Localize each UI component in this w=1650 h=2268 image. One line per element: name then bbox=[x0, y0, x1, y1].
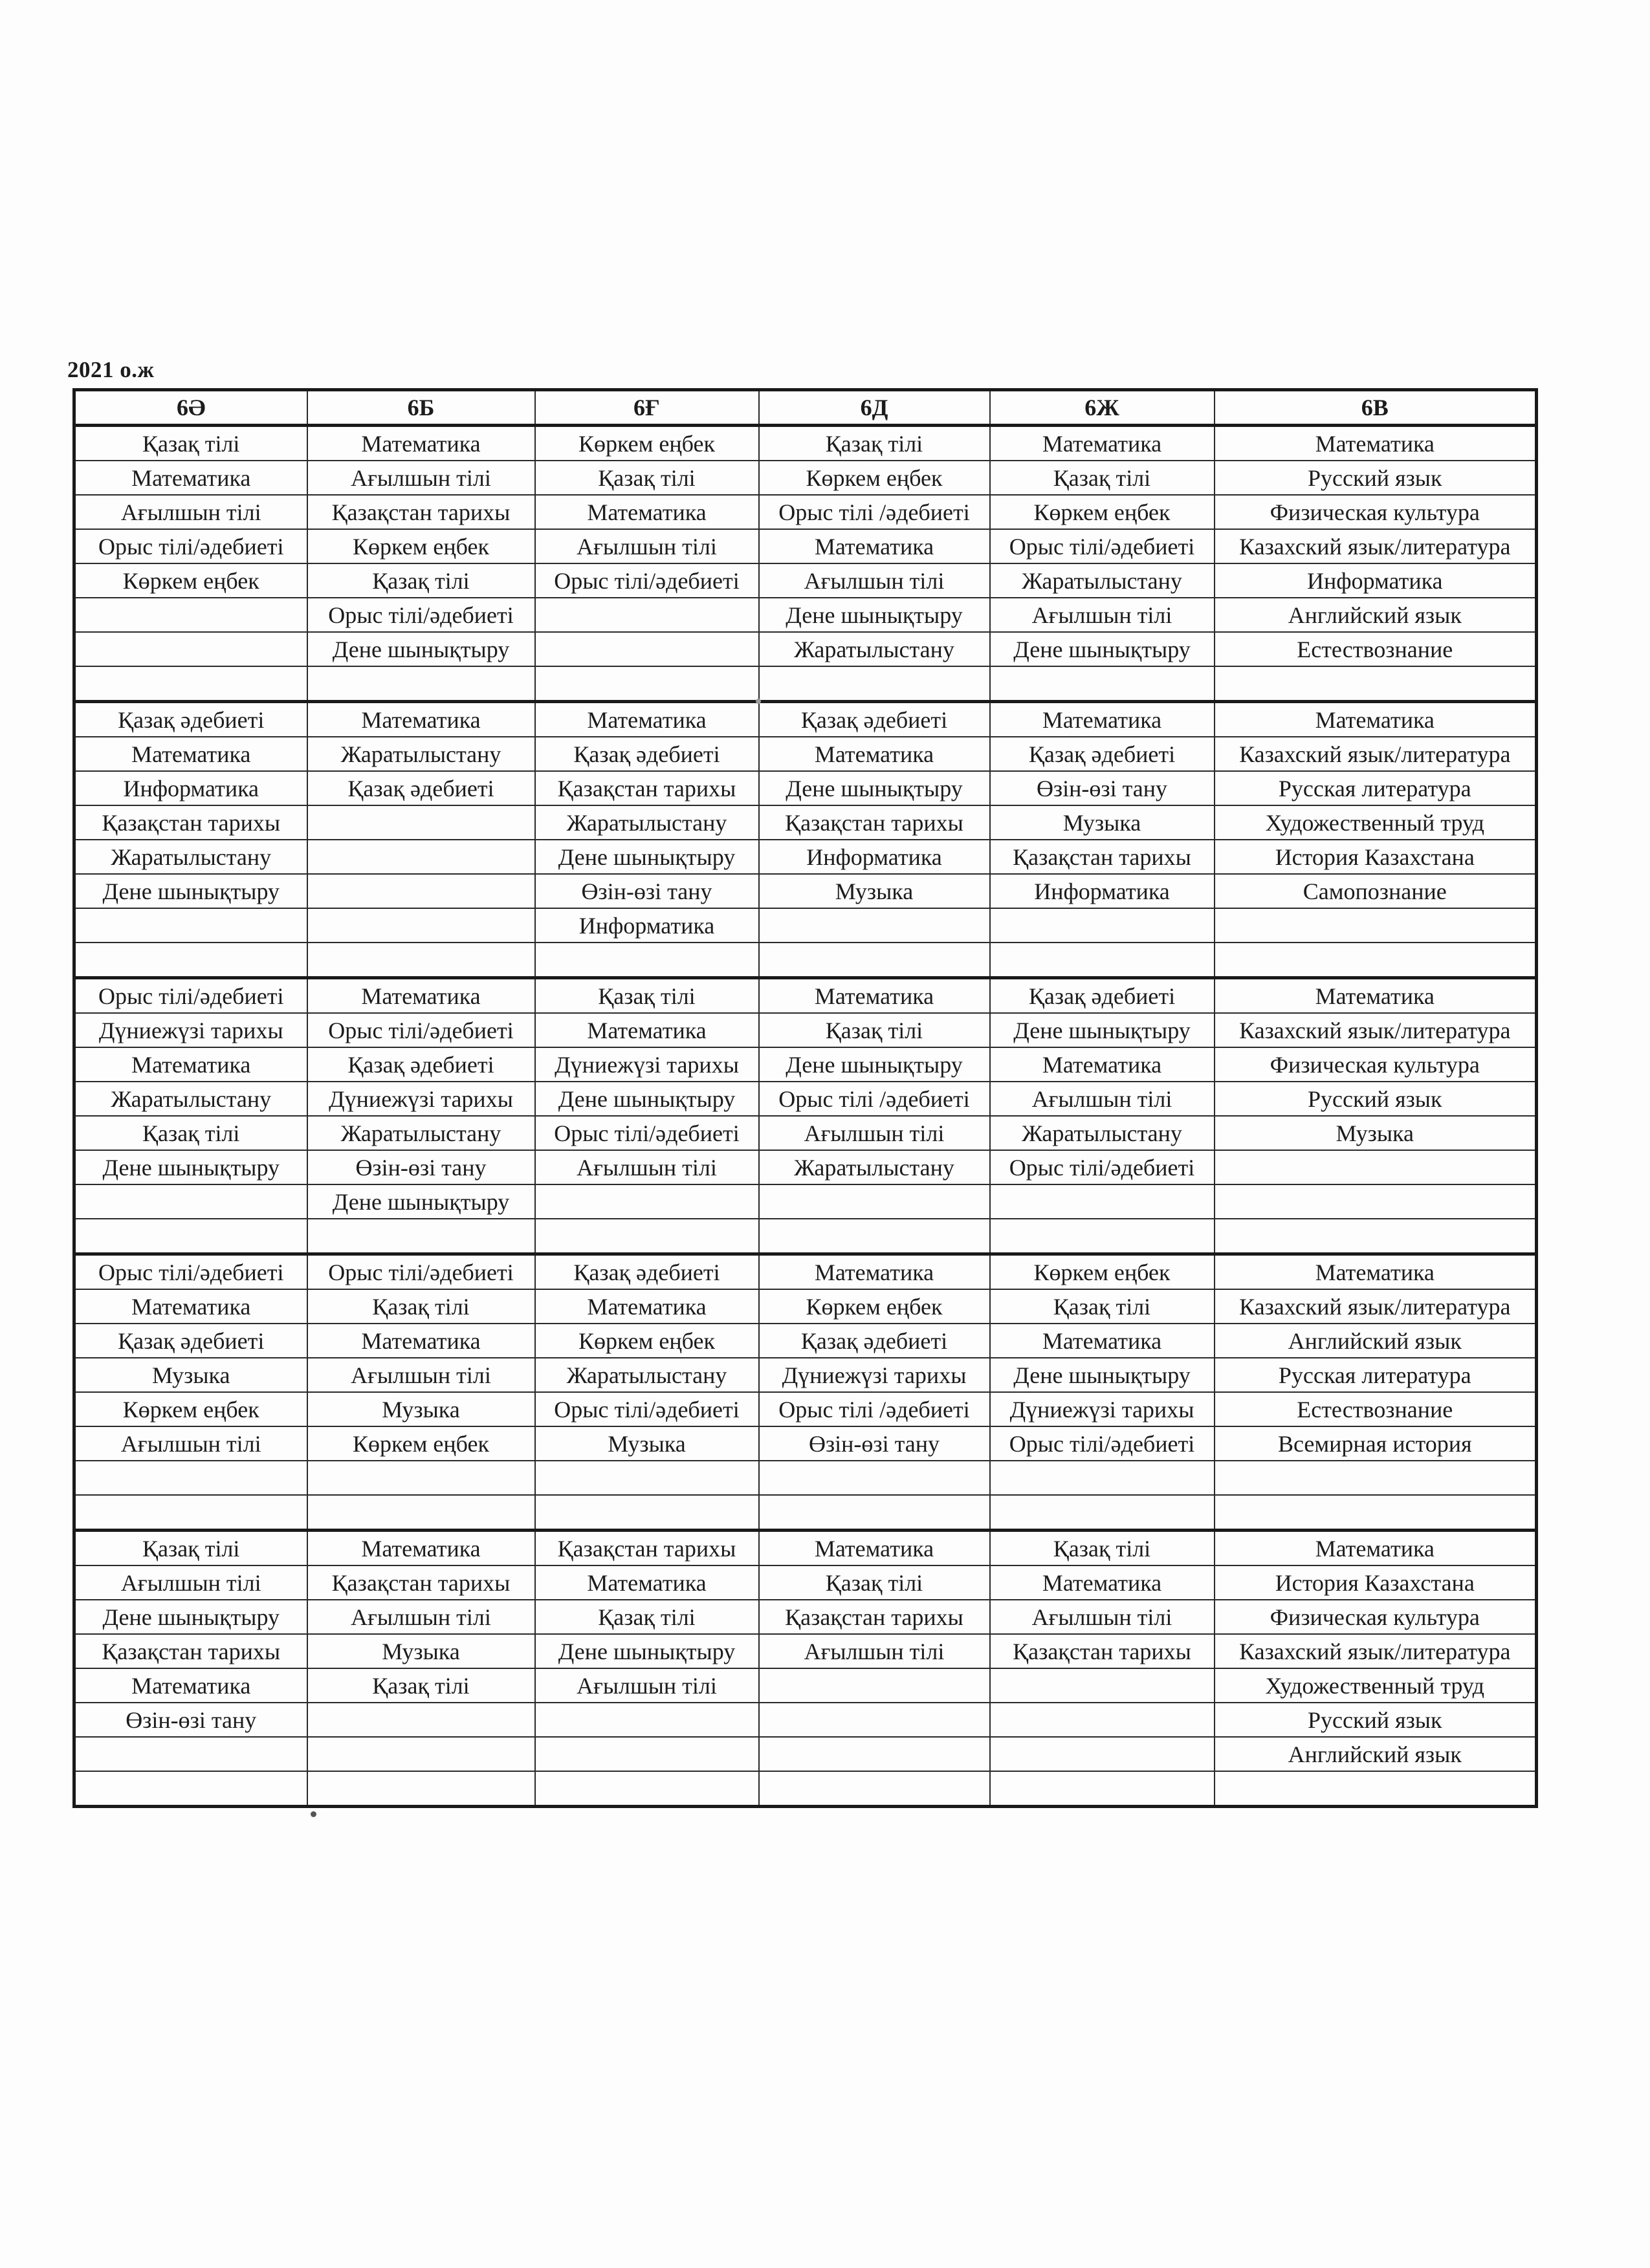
lesson-cell bbox=[307, 1219, 535, 1254]
lesson-cell: Физическая культура bbox=[1215, 1047, 1537, 1082]
lesson-cell: Қазақ тілі bbox=[990, 1531, 1215, 1566]
lesson-cell: Дүниежүзі тарихы bbox=[990, 1392, 1215, 1426]
lesson-cell: Қазақстан тарихы bbox=[990, 1634, 1215, 1668]
lesson-cell: Жаратылыстану bbox=[74, 840, 307, 874]
lesson-cell: Математика bbox=[74, 1047, 307, 1082]
schedule-table bbox=[72, 388, 1538, 1808]
lesson-cell bbox=[535, 1703, 759, 1737]
lesson-cell: Дене шынықтыру bbox=[990, 1358, 1215, 1392]
lesson-cell: Орыс тілі/әдебиеті bbox=[74, 529, 307, 563]
lesson-cell: Ағылшын тілі bbox=[535, 529, 759, 563]
lesson-cell bbox=[74, 1771, 307, 1807]
lesson-cell: Всемирная история bbox=[1215, 1426, 1537, 1461]
lesson-cell: Английский язык bbox=[1215, 1737, 1537, 1771]
lesson-cell: Дүниежүзі тарихы bbox=[759, 1358, 990, 1392]
lesson-cell: Қазақ әдебиеті bbox=[759, 702, 990, 737]
lesson-cell: Информатика bbox=[74, 771, 307, 805]
lesson-cell: Көркем еңбек bbox=[74, 1392, 307, 1426]
lesson-cell: Математика bbox=[307, 702, 535, 737]
lesson-cell: Қазақ тілі bbox=[759, 426, 990, 461]
lesson-cell: Русский язык bbox=[1215, 1703, 1537, 1737]
schedule-row bbox=[74, 1184, 1537, 1219]
lesson-cell: Қазақ тілі bbox=[990, 1289, 1215, 1324]
lesson-cell: Қазақстан тарихы bbox=[535, 1531, 759, 1566]
lesson-cell: Музыка bbox=[759, 874, 990, 908]
lesson-cell: Өзін-өзі тану bbox=[759, 1426, 990, 1461]
lesson-cell: Жаратылыстану bbox=[759, 1150, 990, 1184]
schedule-row bbox=[74, 1771, 1537, 1807]
lesson-cell: Математика bbox=[307, 1324, 535, 1358]
lesson-cell: Қазақ тілі bbox=[307, 1289, 535, 1324]
lesson-cell: Английский язык bbox=[1215, 1324, 1537, 1358]
lesson-cell: Жаратылыстану bbox=[990, 1116, 1215, 1150]
lesson-cell: Информатика bbox=[535, 908, 759, 943]
class-header: 6В bbox=[1215, 390, 1537, 426]
lesson-cell bbox=[759, 1184, 990, 1219]
lesson-cell: Ағылшын тілі bbox=[535, 1150, 759, 1184]
lesson-cell bbox=[1215, 1184, 1537, 1219]
lesson-cell bbox=[307, 666, 535, 702]
lesson-cell bbox=[990, 908, 1215, 943]
lesson-cell: Қазақ әдебиеті bbox=[307, 1047, 535, 1082]
lesson-cell: Дене шынықтыру bbox=[307, 1184, 535, 1219]
lesson-cell bbox=[990, 1461, 1215, 1495]
lesson-cell: Математика bbox=[74, 737, 307, 771]
schedule-row bbox=[74, 943, 1537, 978]
schedule-row bbox=[74, 737, 1537, 771]
lesson-cell: Орыс тілі/әдебиеті bbox=[307, 1254, 535, 1290]
document-title: 2021 о.ж bbox=[67, 357, 155, 382]
lesson-cell: Өзін-өзі тану bbox=[307, 1150, 535, 1184]
lesson-cell: Қазақ тілі bbox=[74, 426, 307, 461]
lesson-cell bbox=[74, 943, 307, 978]
lesson-cell: Орыс тілі/әдебиеті bbox=[535, 1116, 759, 1150]
lesson-cell: Информатика bbox=[759, 840, 990, 874]
lesson-cell: Ағылшын тілі bbox=[759, 1116, 990, 1150]
lesson-cell: Жаратылыстану bbox=[307, 1116, 535, 1150]
lesson-cell: Информатика bbox=[1215, 563, 1537, 598]
lesson-cell bbox=[74, 1184, 307, 1219]
lesson-cell: Дене шынықтыру bbox=[74, 874, 307, 908]
lesson-cell: Қазақ тілі bbox=[74, 1531, 307, 1566]
schedule-row bbox=[74, 461, 1537, 495]
lesson-cell: Көркем еңбек bbox=[307, 529, 535, 563]
lesson-cell: Ағылшын тілі bbox=[990, 1600, 1215, 1634]
lesson-cell bbox=[307, 805, 535, 840]
class-header: 6Д bbox=[759, 390, 990, 426]
lesson-cell bbox=[1215, 943, 1537, 978]
lesson-cell bbox=[759, 1771, 990, 1807]
lesson-cell: Қазақстан тарихы bbox=[74, 1634, 307, 1668]
lesson-cell: Көркем еңбек bbox=[990, 1254, 1215, 1290]
lesson-cell: Қазақ әдебиеті bbox=[74, 1324, 307, 1358]
lesson-cell: Математика bbox=[990, 702, 1215, 737]
lesson-cell bbox=[990, 1184, 1215, 1219]
lesson-cell: Музыка bbox=[307, 1392, 535, 1426]
lesson-cell bbox=[990, 666, 1215, 702]
lesson-cell bbox=[759, 1737, 990, 1771]
lesson-cell: Казахский язык/литература bbox=[1215, 737, 1537, 771]
lesson-cell: Музыка bbox=[307, 1634, 535, 1668]
lesson-cell bbox=[535, 1495, 759, 1531]
lesson-cell: Қазақстан тарихы bbox=[307, 1565, 535, 1600]
schedule-row bbox=[74, 1082, 1537, 1116]
lesson-cell: Орыс тілі/әдебиеті bbox=[990, 1426, 1215, 1461]
lesson-cell: Ағылшын тілі bbox=[74, 1426, 307, 1461]
lesson-cell: Қазақ әдебиеті bbox=[990, 978, 1215, 1014]
lesson-cell: Қазақстан тарихы bbox=[535, 771, 759, 805]
schedule-row bbox=[74, 632, 1537, 666]
lesson-cell bbox=[759, 1495, 990, 1531]
lesson-cell bbox=[307, 943, 535, 978]
header-row bbox=[74, 390, 1537, 426]
schedule-row bbox=[74, 1565, 1537, 1600]
schedule-row bbox=[74, 1254, 1537, 1290]
schedule-row bbox=[74, 908, 1537, 943]
lesson-cell bbox=[535, 598, 759, 632]
lesson-cell: Математика bbox=[535, 1565, 759, 1600]
lesson-cell: Көркем еңбек bbox=[74, 563, 307, 598]
lesson-cell: Көркем еңбек bbox=[535, 1324, 759, 1358]
lesson-cell bbox=[535, 1461, 759, 1495]
lesson-cell: Қазақ тілі bbox=[74, 1116, 307, 1150]
lesson-cell: Дене шынықтыру bbox=[535, 1634, 759, 1668]
lesson-cell bbox=[759, 908, 990, 943]
lesson-cell: Математика bbox=[759, 529, 990, 563]
schedule-row bbox=[74, 1668, 1537, 1703]
lesson-cell bbox=[74, 1737, 307, 1771]
lesson-cell bbox=[535, 1219, 759, 1254]
lesson-cell: Орыс тілі/әдебиеті bbox=[535, 563, 759, 598]
schedule-row bbox=[74, 1324, 1537, 1358]
lesson-cell: Қазақ әдебиеті bbox=[759, 1324, 990, 1358]
lesson-cell: Жаратылыстану bbox=[307, 737, 535, 771]
lesson-cell bbox=[759, 1703, 990, 1737]
lesson-cell: Дене шынықтыру bbox=[74, 1150, 307, 1184]
lesson-cell bbox=[990, 943, 1215, 978]
schedule-row bbox=[74, 426, 1537, 461]
lesson-cell bbox=[307, 1703, 535, 1737]
lesson-cell: Қазақстан тарихы bbox=[759, 805, 990, 840]
lesson-cell bbox=[307, 1461, 535, 1495]
schedule-row bbox=[74, 1600, 1537, 1634]
lesson-cell bbox=[1215, 1150, 1537, 1184]
schedule-row bbox=[74, 1392, 1537, 1426]
lesson-cell bbox=[74, 598, 307, 632]
class-header: 6Ж bbox=[990, 390, 1215, 426]
lesson-cell: Көркем еңбек bbox=[307, 1426, 535, 1461]
lesson-cell: Ағылшын тілі bbox=[759, 1634, 990, 1668]
lesson-cell: Музыка bbox=[535, 1426, 759, 1461]
lesson-cell: Орыс тілі/әдебиеті bbox=[307, 598, 535, 632]
lesson-cell bbox=[74, 908, 307, 943]
lesson-cell bbox=[535, 1184, 759, 1219]
lesson-cell bbox=[759, 1219, 990, 1254]
class-header: 6Ә bbox=[74, 390, 307, 426]
lesson-cell: Математика bbox=[307, 426, 535, 461]
lesson-cell: Көркем еңбек bbox=[759, 1289, 990, 1324]
lesson-cell: Казахский язык/литература bbox=[1215, 1013, 1537, 1047]
schedule-row bbox=[74, 1219, 1537, 1254]
lesson-cell: Ағылшын тілі bbox=[990, 598, 1215, 632]
lesson-cell bbox=[74, 666, 307, 702]
lesson-cell bbox=[74, 1495, 307, 1531]
lesson-cell bbox=[74, 632, 307, 666]
lesson-cell bbox=[990, 1219, 1215, 1254]
lesson-cell: Дене шынықтыру bbox=[759, 598, 990, 632]
lesson-cell: Математика bbox=[759, 737, 990, 771]
lesson-cell bbox=[990, 1771, 1215, 1807]
lesson-cell: Қазақ тілі bbox=[535, 1600, 759, 1634]
schedule-row bbox=[74, 978, 1537, 1014]
lesson-cell bbox=[1215, 908, 1537, 943]
lesson-cell: Көркем еңбек bbox=[535, 426, 759, 461]
lesson-cell bbox=[1215, 1771, 1537, 1807]
schedule-row bbox=[74, 1116, 1537, 1150]
lesson-cell: Орыс тілі /әдебиеті bbox=[759, 495, 990, 529]
lesson-cell: Математика bbox=[74, 1289, 307, 1324]
schedule-row bbox=[74, 495, 1537, 529]
lesson-cell bbox=[759, 943, 990, 978]
lesson-cell: Русская литература bbox=[1215, 771, 1537, 805]
lesson-cell: Английский язык bbox=[1215, 598, 1537, 632]
lesson-cell: Дене шынықтыру bbox=[759, 771, 990, 805]
schedule-row bbox=[74, 1013, 1537, 1047]
schedule-row bbox=[74, 598, 1537, 632]
lesson-cell: Математика bbox=[535, 1289, 759, 1324]
lesson-cell: Математика bbox=[990, 426, 1215, 461]
lesson-cell: Дүниежүзі тарихы bbox=[307, 1082, 535, 1116]
lesson-cell bbox=[74, 1461, 307, 1495]
lesson-cell: Ағылшын тілі bbox=[307, 461, 535, 495]
lesson-cell: Дене шынықтыру bbox=[535, 1082, 759, 1116]
lesson-cell: Физическая культура bbox=[1215, 495, 1537, 529]
lesson-cell bbox=[307, 840, 535, 874]
lesson-cell: Орыс тілі /әдебиеті bbox=[759, 1392, 990, 1426]
lesson-cell: Казахский язык/литература bbox=[1215, 529, 1537, 563]
lesson-cell: Қазақстан тарихы bbox=[307, 495, 535, 529]
lesson-cell: Қазақ әдебиеті bbox=[74, 702, 307, 737]
lesson-cell: Ағылшын тілі bbox=[990, 1082, 1215, 1116]
lesson-cell: Орыс тілі/әдебиеті bbox=[990, 1150, 1215, 1184]
lesson-cell: Физическая культура bbox=[1215, 1600, 1537, 1634]
lesson-cell: История Казахстана bbox=[1215, 840, 1537, 874]
lesson-cell: Математика bbox=[1215, 1531, 1537, 1566]
lesson-cell: Дене шынықтыру bbox=[990, 1013, 1215, 1047]
scan-speck bbox=[311, 1811, 316, 1817]
lesson-cell: Өзін-өзі тану bbox=[990, 771, 1215, 805]
schedule-row bbox=[74, 1634, 1537, 1668]
schedule-row bbox=[74, 666, 1537, 702]
lesson-cell bbox=[307, 874, 535, 908]
lesson-cell bbox=[1215, 1461, 1537, 1495]
lesson-cell: Орыс тілі /әдебиеті bbox=[759, 1082, 990, 1116]
lesson-cell: Қазақ тілі bbox=[535, 978, 759, 1014]
lesson-cell: Қазақ әдебиеті bbox=[990, 737, 1215, 771]
class-header: 6Ғ bbox=[535, 390, 759, 426]
lesson-cell: Қазақ тілі bbox=[759, 1565, 990, 1600]
lesson-cell bbox=[990, 1703, 1215, 1737]
lesson-cell: История Казахстана bbox=[1215, 1565, 1537, 1600]
lesson-cell: Қазақ тілі bbox=[307, 563, 535, 598]
lesson-cell: Дүниежүзі тарихы bbox=[74, 1013, 307, 1047]
lesson-cell: Математика bbox=[990, 1047, 1215, 1082]
schedule-row bbox=[74, 1737, 1537, 1771]
scan-speck bbox=[756, 699, 761, 704]
lesson-cell: Казахский язык/литература bbox=[1215, 1289, 1537, 1324]
lesson-cell: Өзін-өзі тану bbox=[74, 1703, 307, 1737]
lesson-cell: Математика bbox=[1215, 426, 1537, 461]
schedule-row bbox=[74, 1047, 1537, 1082]
lesson-cell: Дене шынықтыру bbox=[759, 1047, 990, 1082]
lesson-cell: Ағылшын тілі bbox=[759, 563, 990, 598]
lesson-cell: Математика bbox=[990, 1565, 1215, 1600]
schedule-row bbox=[74, 771, 1537, 805]
lesson-cell: Математика bbox=[759, 1531, 990, 1566]
lesson-cell: Музыка bbox=[990, 805, 1215, 840]
lesson-cell bbox=[307, 1495, 535, 1531]
lesson-cell: Математика bbox=[1215, 978, 1537, 1014]
schedule-row bbox=[74, 874, 1537, 908]
class-header: 6Б bbox=[307, 390, 535, 426]
lesson-cell: Математика bbox=[990, 1324, 1215, 1358]
lesson-cell: Математика bbox=[535, 702, 759, 737]
lesson-cell: Орыс тілі/әдебиеті bbox=[307, 1013, 535, 1047]
lesson-cell: Қазақ тілі bbox=[990, 461, 1215, 495]
lesson-cell: Математика bbox=[74, 1668, 307, 1703]
lesson-cell: Русский язык bbox=[1215, 1082, 1537, 1116]
lesson-cell: Ағылшын тілі bbox=[535, 1668, 759, 1703]
lesson-cell: Казахский язык/литература bbox=[1215, 1634, 1537, 1668]
lesson-cell: Математика bbox=[1215, 1254, 1537, 1290]
lesson-cell bbox=[307, 1771, 535, 1807]
lesson-cell: Дене шынықтыру bbox=[535, 840, 759, 874]
lesson-cell: Орыс тілі/әдебиеті bbox=[990, 529, 1215, 563]
lesson-cell bbox=[1215, 666, 1537, 702]
lesson-cell bbox=[990, 1737, 1215, 1771]
lesson-cell bbox=[1215, 1495, 1537, 1531]
lesson-cell: Жаратылыстану bbox=[759, 632, 990, 666]
lesson-cell: Өзін-өзі тану bbox=[535, 874, 759, 908]
lesson-cell: Дене шынықтыру bbox=[307, 632, 535, 666]
schedule-row bbox=[74, 529, 1537, 563]
schedule-row bbox=[74, 702, 1537, 737]
lesson-cell bbox=[535, 632, 759, 666]
lesson-cell: Қазақ әдебиеті bbox=[535, 737, 759, 771]
lesson-cell: Ағылшын тілі bbox=[307, 1358, 535, 1392]
lesson-cell bbox=[990, 1495, 1215, 1531]
lesson-cell: Орыс тілі/әдебиеті bbox=[535, 1392, 759, 1426]
schedule-row bbox=[74, 1426, 1537, 1461]
lesson-cell: Қазақстан тарихы bbox=[759, 1600, 990, 1634]
lesson-cell: Орыс тілі/әдебиеті bbox=[74, 1254, 307, 1290]
lesson-cell: Жаратылыстану bbox=[535, 1358, 759, 1392]
lesson-cell: Информатика bbox=[990, 874, 1215, 908]
lesson-cell: Ағылшын тілі bbox=[307, 1600, 535, 1634]
lesson-cell: Художественный труд bbox=[1215, 1668, 1537, 1703]
lesson-cell: Қазақ тілі bbox=[759, 1013, 990, 1047]
lesson-cell: Музыка bbox=[74, 1358, 307, 1392]
lesson-cell: Ағылшын тілі bbox=[74, 495, 307, 529]
schedule-row bbox=[74, 1531, 1537, 1566]
schedule-row bbox=[74, 563, 1537, 598]
schedule-row bbox=[74, 1461, 1537, 1495]
lesson-cell: Орыс тілі/әдебиеті bbox=[74, 978, 307, 1014]
lesson-cell: Русский язык bbox=[1215, 461, 1537, 495]
lesson-cell bbox=[990, 1668, 1215, 1703]
lesson-cell: Математика bbox=[307, 1531, 535, 1566]
lesson-cell: Жаратылыстану bbox=[990, 563, 1215, 598]
lesson-cell bbox=[535, 1737, 759, 1771]
lesson-cell: Ағылшын тілі bbox=[74, 1565, 307, 1600]
schedule-row bbox=[74, 1289, 1537, 1324]
schedule-row bbox=[74, 1495, 1537, 1531]
schedule-body bbox=[74, 426, 1537, 1807]
lesson-cell bbox=[535, 943, 759, 978]
lesson-cell: Қазақстан тарихы bbox=[990, 840, 1215, 874]
lesson-cell bbox=[1215, 1219, 1537, 1254]
lesson-cell: Математика bbox=[759, 978, 990, 1014]
lesson-cell: Естествознание bbox=[1215, 1392, 1537, 1426]
lesson-cell: Математика bbox=[1215, 702, 1537, 737]
schedule-row bbox=[74, 1703, 1537, 1737]
lesson-cell: Музыка bbox=[1215, 1116, 1537, 1150]
lesson-cell: Самопознание bbox=[1215, 874, 1537, 908]
schedule-row bbox=[74, 840, 1537, 874]
lesson-cell: Естествознание bbox=[1215, 632, 1537, 666]
lesson-cell: Қазақстан тарихы bbox=[74, 805, 307, 840]
lesson-cell bbox=[74, 1219, 307, 1254]
lesson-cell: Художественный труд bbox=[1215, 805, 1537, 840]
lesson-cell: Русская литература bbox=[1215, 1358, 1537, 1392]
lesson-cell bbox=[307, 1737, 535, 1771]
lesson-cell: Жаратылыстану bbox=[535, 805, 759, 840]
lesson-cell: Математика bbox=[535, 1013, 759, 1047]
lesson-cell: Дене шынықтыру bbox=[74, 1600, 307, 1634]
lesson-cell bbox=[535, 666, 759, 702]
lesson-cell: Көркем еңбек bbox=[759, 461, 990, 495]
lesson-cell bbox=[535, 1771, 759, 1807]
lesson-cell: Қазақ әдебиеті bbox=[307, 771, 535, 805]
lesson-cell: Математика bbox=[74, 461, 307, 495]
lesson-cell: Математика bbox=[759, 1254, 990, 1290]
lesson-cell: Математика bbox=[535, 495, 759, 529]
lesson-cell bbox=[759, 1668, 990, 1703]
lesson-cell bbox=[759, 666, 990, 702]
lesson-cell: Қазақ әдебиеті bbox=[535, 1254, 759, 1290]
lesson-cell: Қазақ тілі bbox=[307, 1668, 535, 1703]
schedule-row bbox=[74, 1358, 1537, 1392]
lesson-cell: Қазақ тілі bbox=[535, 461, 759, 495]
lesson-cell bbox=[307, 908, 535, 943]
lesson-cell: Математика bbox=[307, 978, 535, 1014]
lesson-cell: Дүниежүзі тарихы bbox=[535, 1047, 759, 1082]
lesson-cell: Жаратылыстану bbox=[74, 1082, 307, 1116]
lesson-cell: Көркем еңбек bbox=[990, 495, 1215, 529]
schedule-row bbox=[74, 1150, 1537, 1184]
lesson-cell: Дене шынықтыру bbox=[990, 632, 1215, 666]
schedule-row bbox=[74, 805, 1537, 840]
lesson-cell bbox=[759, 1461, 990, 1495]
